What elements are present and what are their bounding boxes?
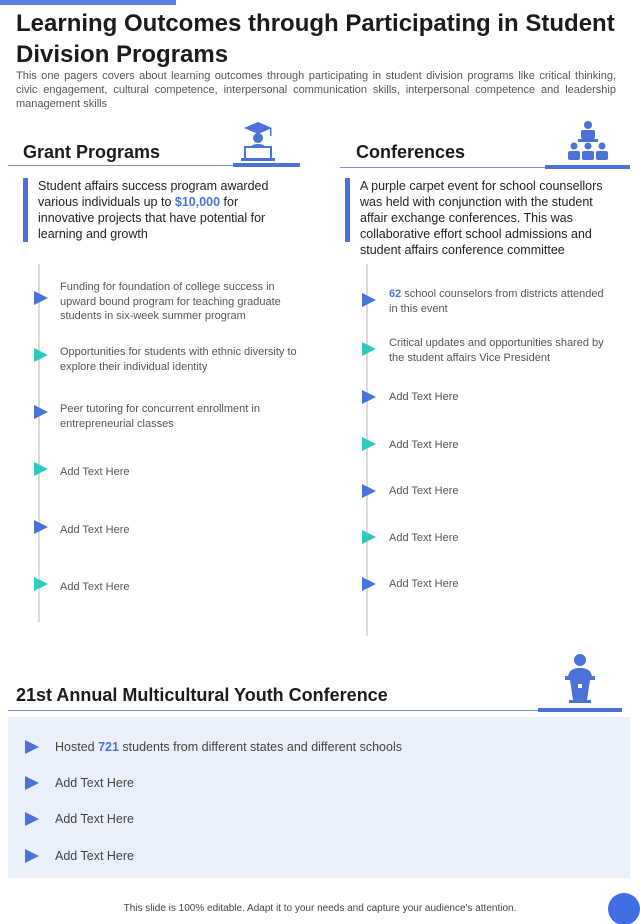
conf-item: Add Text Here <box>389 439 459 451</box>
grant-callout: Student affairs success program awarded various individuals up to $10,000 for innovative projects that have potential for learning and growth <box>23 178 285 242</box>
top-accent-bar <box>0 0 176 5</box>
annual-conference-heading: 21st Annual Multicultural Youth Conference <box>16 685 388 705</box>
conf-item: 62 school counselors from districts attended in this event <box>389 288 604 315</box>
grant-amount: $10,000 <box>174 195 221 209</box>
audience-speaker-icon <box>566 120 610 164</box>
triangle-bullet-icon <box>362 484 376 498</box>
annual-item: Add Text Here <box>55 812 134 826</box>
corner-circle <box>608 893 640 924</box>
conf-callout: A purple carpet event for school counsellors was held with conjunction with the student affair exchange conferences. This was collaborative effort school admissions and student affairs conference committee <box>345 178 615 242</box>
grant-item: Funding for foundation of college success in upward bound program for teaching graduate students in six-week summer program <box>60 281 281 322</box>
triangle-bullet-icon <box>362 530 376 544</box>
grant-item: Add Text Here <box>60 524 130 536</box>
conf-item: Add Text Here <box>389 485 459 497</box>
conf-item: Critical updates and opportunities shared by the student affairs Vice President <box>389 337 604 364</box>
student-count: 721 <box>98 740 119 754</box>
footer-text: This slide is 100% editable. Adapt it to your needs and capture your audience's attention. <box>123 903 517 914</box>
triangle-bullet-icon <box>362 577 376 591</box>
triangle-bullet-icon <box>362 293 376 307</box>
grant-timeline <box>38 264 40 622</box>
grant-item: Add Text Here <box>60 466 130 478</box>
triangle-bullet-icon <box>25 740 39 754</box>
triangle-bullet-icon <box>34 405 48 419</box>
triangle-bullet-icon <box>362 390 376 404</box>
annual-heading-rule <box>8 710 538 711</box>
triangle-bullet-icon <box>34 348 48 362</box>
grant-item: Peer tutoring for concurrent enrollment in entrepreneurial classes <box>60 403 260 430</box>
conf-item: Add Text Here <box>389 578 459 590</box>
conferences-heading: Conferences <box>356 142 466 162</box>
triangle-bullet-icon <box>362 437 376 451</box>
annual-item: Add Text Here <box>55 776 134 790</box>
graduate-laptop-icon <box>238 120 278 162</box>
triangle-bullet-icon <box>34 520 48 534</box>
triangle-bullet-icon <box>362 342 376 356</box>
conf-item: Add Text Here <box>389 391 459 403</box>
triangle-bullet-icon <box>34 577 48 591</box>
triangle-bullet-icon <box>34 291 48 305</box>
conf-heading-rule <box>340 167 545 168</box>
grant-heading-rule <box>8 165 233 166</box>
page-title: Learning Outcomes through Participating in Student Division Programs <box>16 10 615 68</box>
conf-item: Add Text Here <box>389 532 459 544</box>
annual-item: Add Text Here <box>55 849 134 863</box>
grant-item: Add Text Here <box>60 581 130 593</box>
triangle-bullet-icon <box>34 462 48 476</box>
grant-item: Opportunities for students with ethnic diversity to explore their individual identity <box>60 346 297 373</box>
triangle-bullet-icon <box>25 849 39 863</box>
annual-heading-accent <box>538 708 622 712</box>
grant-heading-accent <box>233 163 300 167</box>
grant-programs-heading: Grant Programs <box>23 142 161 162</box>
conf-heading-accent <box>545 165 630 169</box>
counselor-count: 62 <box>389 288 402 300</box>
annual-item: Hosted 721 students from different states and different schools <box>55 740 402 754</box>
intro-text: This one pagers covers about learning outcomes through participating in student division programs like critical thinking, civic engagement, cultural competence, interpersonal communication skills, interpersonal competence and leadership management skills <box>16 70 616 110</box>
podium-speaker-icon <box>563 652 597 704</box>
triangle-bullet-icon <box>25 776 39 790</box>
triangle-bullet-icon <box>25 812 39 826</box>
